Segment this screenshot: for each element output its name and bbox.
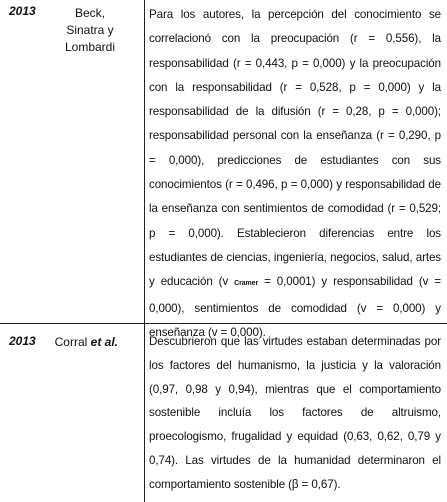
description-cell: Descubrieron que las virtudes estaban determinadas por los factores del humanismo, la justicia y la valoración (0,97, 0,98 y 0,94), mientras que el comportamiento sostenible incluía los factores de altruismo, proecologismo, frugalidad y equidad (0,63, 0,62, 0,79 y 0,74). Las virtudes de la humanidad determinaron el comportamiento sostenible (β = 0,67).	[149, 335, 441, 491]
authors-cell	[40, 5, 140, 56]
description-text: = 0,0001) y responsabilidad (v = 0,000), sentimientos de comodidad (v = 0,000) y enseñanza (v = 0,000).	[149, 275, 441, 339]
cramer-subscript: Cramer	[234, 280, 259, 288]
column-divider	[144, 324, 145, 502]
authors-name: Corral	[54, 335, 91, 349]
authors-line: Beck,	[74, 6, 105, 20]
year-cell: 2013	[9, 4, 36, 18]
description-cell	[149, 3, 441, 345]
table-row	[0, 323, 447, 502]
description-text: Para los autores, la percepción del conocimiento se correlacionó con la preocupación (r = 0,556), la responsabilidad (r = 0,443, p = 0,000) y la preocupación con la responsabilidad (r = 0,528, p = 0,000) y la responsabilidad de la difusión (r = 0,28, p = 0,000); responsabilidad personal con la enseñanza (r = 0,290, p = 0,000), predicciones de estudiantes con sus conocimientos (r = 0,496, p = 0,000) y responsabilidad de la enseñanza con sentimientos de comodidad (r = 0,529; p = 0,000). Establecieron diferencias entre los estudiantes de ciencias, ingeniería, negocios, salud, artes y educación (v	[149, 8, 441, 289]
authors-line: Sinatra y Lombardi	[64, 23, 116, 54]
year-cell: 2013	[9, 334, 36, 348]
authors-cell	[40, 334, 118, 351]
column-divider	[144, 0, 145, 323]
authors-etal: et al.	[90, 335, 118, 349]
